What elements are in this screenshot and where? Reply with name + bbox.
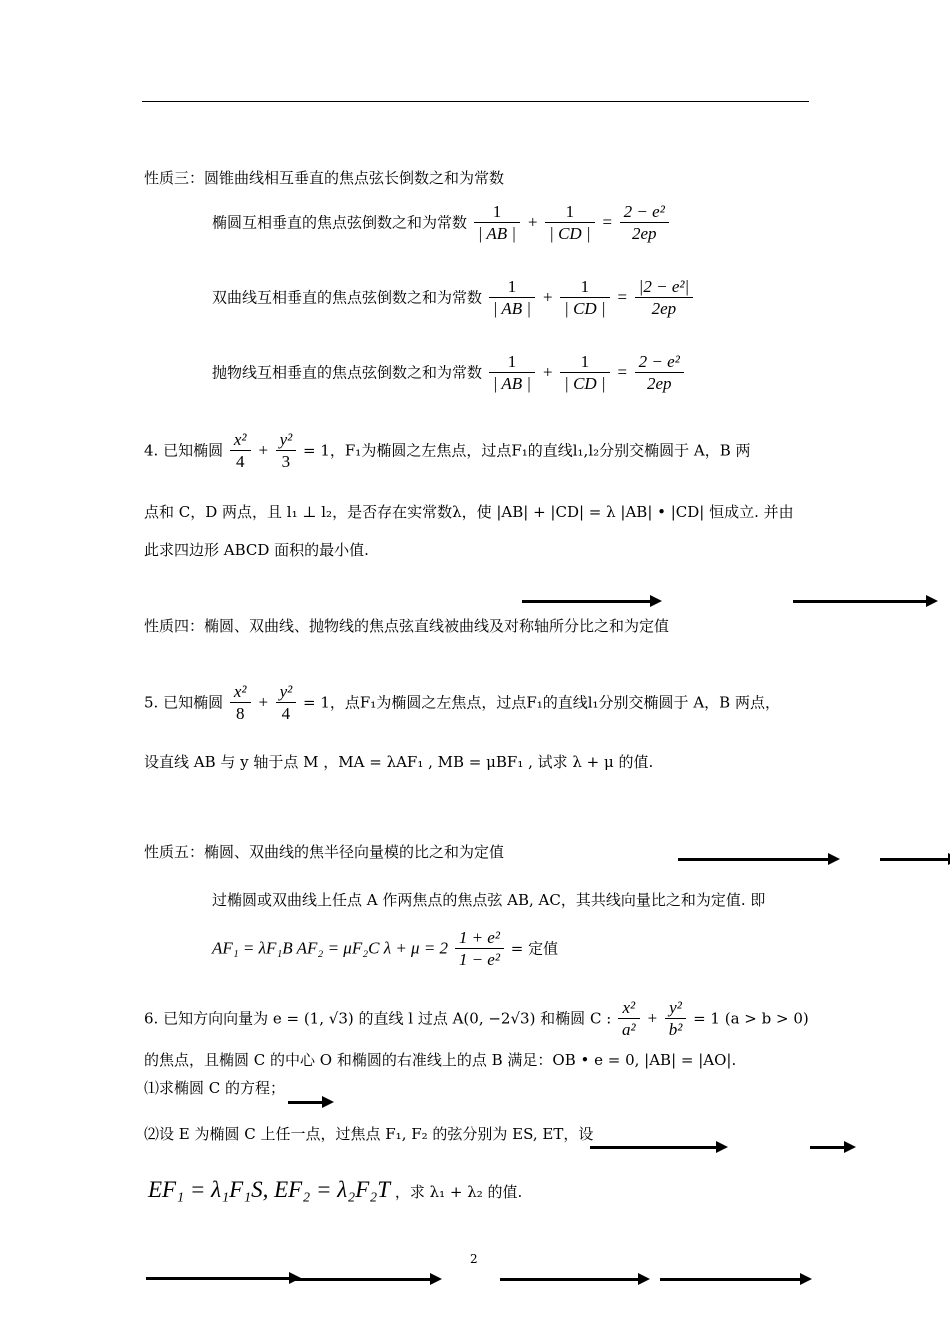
property3-ellipse-line: 椭圆互相垂直的焦点弦倒数之和为常数 $\frac{1}{| AB |}$ + $\frac{1}{| CD |}$ = $\frac{\text{2 − e²}}{2ep}$	[212, 202, 671, 245]
fraction: $\frac{1}{| CD |}$	[560, 352, 609, 395]
vector-arrow-icon	[678, 858, 830, 861]
problem6-q2-end: ，求 λ₁ + λ₂ 的值.	[394, 1183, 523, 1201]
problem6-line1: 6. 已知方向向量为 e = (1, √3) 的直线 l 过点 A(0, −2√3) 和椭圆 C : $\frac{\text{x²}}{\text{a²}}$ + $\frac{\text{y²}}{\text{b²}}$ = 1 (a > b > 0)	[144, 998, 809, 1039]
vector-arrow-icon	[146, 1277, 291, 1280]
problem6-line2: 的焦点，且椭圆 C 的中心 O 和椭圆的右准线上的点 B 满足：OB • e = 0, |AB| = |AO|.	[144, 1051, 737, 1069]
fraction: $\frac{1}{| AB |}$	[489, 277, 535, 320]
fraction: $\frac{\text{2 − e²}}{2ep}$	[620, 202, 669, 245]
fraction: $\frac{1}{| CD |}$	[545, 202, 594, 245]
property5-formula: AF₁ = λF₁B AF₂ = μF₂C λ + μ = 2 $\frac{\text{1 + e²}}{\text{1 − e²}}$ = 定值	[212, 928, 559, 969]
fraction: $\frac{\text{y²}}{4}$	[276, 682, 297, 725]
problem6-q1: ⑴求椭圆 C 的方程；	[144, 1079, 286, 1097]
page-number: 2	[470, 1252, 478, 1266]
fraction: $\frac{1}{| AB |}$	[489, 352, 535, 395]
fraction: $\frac{\text{|2 − e²|}}{2ep}$	[635, 277, 693, 320]
property4-title: 性质四：椭圆、双曲线、抛物线的焦点弦直线被曲线及对称轴所分比之和为定值	[144, 617, 670, 635]
fraction: $\frac{\text{y²}}{3}$	[276, 430, 297, 473]
fraction: $\frac{1}{| CD |}$	[560, 277, 609, 320]
property3-hyperbola-line: 双曲线互相垂直的焦点弦倒数之和为常数 $\frac{1}{| AB |}$ + $\frac{1}{| CD |}$ = $\frac{\text{|2 − e²|}}{2ep}$	[212, 277, 695, 320]
problem4-line1: 4. 已知椭圆 $\frac{\text{x²}}{4}$ + $\frac{\text{y²}}{3}$ = 1，F₁为椭圆之左焦点，过点F₁的直线l₁,l₂分别交椭圆于 A，B 两	[144, 430, 751, 471]
problem6-q2: ⑵设 E 为椭圆 C 上任一点，过焦点 F₁, F₂ 的弦分别为 ES, ET，设	[144, 1125, 594, 1143]
property5-desc: 过椭圆或双曲线上任点 A 作两焦点的焦点弦 AB, AC，其共线向量比之和为定值. 即	[212, 891, 766, 909]
problem5-line2: 设直线 AB 与 y 轴于点 M ，MA = λAF₁ , MB = μBF₁ , 试求 λ + μ 的值.	[144, 753, 654, 771]
vector-arrow-icon	[660, 1278, 802, 1281]
property3-title: 性质三：圆锥曲线相互垂直的焦点弦长倒数之和为常数	[144, 169, 505, 187]
fraction: $\frac{\text{x²}}{8}$	[230, 682, 251, 725]
fraction: $\frac{\text{1 + e²}}{\text{1 − e²}}$	[455, 928, 504, 971]
ellipse-prefix: 椭圆互相垂直的焦点弦倒数之和为常数	[212, 213, 468, 232]
vector-arrow-icon	[880, 858, 950, 861]
problem4-line3: 此求四边形 ABCD 面积的最小值.	[144, 541, 369, 559]
vector-arrow-icon	[500, 1278, 640, 1281]
header-rule	[142, 101, 809, 102]
fraction: $\frac{\text{x²}}{4}$	[230, 430, 251, 473]
vector-arrow-icon	[522, 600, 652, 603]
vector-arrow-icon	[292, 1278, 432, 1281]
vector-arrow-icon	[590, 1146, 718, 1149]
fraction: $\frac{1}{| AB |}$	[474, 202, 520, 245]
vector-arrow-icon	[793, 600, 928, 603]
vector-arrow-icon	[810, 1146, 846, 1149]
problem6-q2-formula-line	[148, 1177, 523, 1202]
fraction: $\frac{\text{y²}}{\text{b²}}$	[665, 998, 687, 1041]
property5-title: 性质五：椭圆、双曲线的焦半径向量模的比之和为定值	[144, 843, 505, 861]
fraction: $\frac{\text{2 − e²}}{2ep}$	[635, 352, 684, 395]
hyperbola-prefix: 双曲线互相垂直的焦点弦倒数之和为常数	[212, 288, 483, 307]
vector-arrow-icon	[288, 1101, 324, 1104]
fraction: $\frac{\text{x²}}{\text{a²}}$	[618, 998, 640, 1041]
property3-parabola-line: 抛物线互相垂直的焦点弦倒数之和为常数 $\frac{1}{| AB |}$ + $\frac{1}{| CD |}$ = $\frac{\text{2 − e²}}{2ep}$	[212, 352, 686, 395]
parabola-prefix: 抛物线互相垂直的焦点弦倒数之和为常数	[212, 363, 483, 382]
problem5-line1: 5. 已知椭圆 $\frac{\text{x²}}{8}$ + $\frac{\text{y²}}{4}$ = 1，点F₁为椭圆之左焦点，过点F₁的直线l₁分别交椭圆于 A，B 两点，	[144, 682, 780, 723]
problem6-q2-formula: EF₁ = λ₁F₁S, EF₂ = λ₂F₂T	[148, 1177, 391, 1202]
problem4-line2: 点和 C，D 两点，且 l₁ ⊥ l₂，是否存在实常数λ，使 |AB| + |CD| = λ |AB| • |CD| 恒成立. 并由	[144, 503, 794, 521]
